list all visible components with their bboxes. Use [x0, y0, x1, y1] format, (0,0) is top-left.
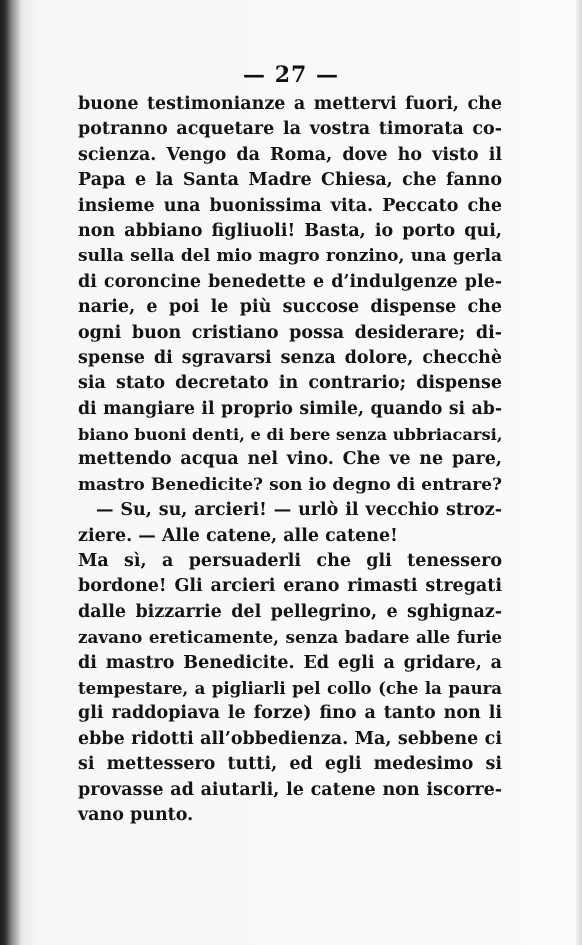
- text-line: gli raddopiava le forze) fino a tanto non li: [78, 703, 502, 724]
- text-line: Papa e la Santa Madre Chiesa, che fanno: [78, 170, 502, 191]
- text-line: biano buoni denti, e di bere senza ubbriacarsi,: [78, 425, 503, 445]
- text-line: insieme una buonissima vita. Peccato che: [78, 195, 502, 216]
- text-line: bordone! Gli arcieri erano rimasti stregati: [78, 576, 502, 597]
- text-line: di coroncine benedette e d’indulgenze ple-: [78, 271, 502, 292]
- body-text: [78, 92, 502, 828]
- text-line: dalle bizzarrie del pellegrino, e sghignaz-: [78, 601, 502, 622]
- text-line: mettendo acqua nel vino. Che ve ne pare,: [78, 449, 502, 470]
- text-line: spense di sgravarsi senza dolore, checchè: [78, 347, 502, 368]
- text-line: non abbiano figliuoli! Basta, io porto qui,: [78, 220, 502, 241]
- text-line: mastro Benedicite? son io degno di entrare?: [78, 474, 502, 495]
- text-line: ogni buon cristiano possa desiderare; di-: [78, 322, 502, 343]
- text-line: scienza. Vengo da Roma, dove ho visto il: [78, 144, 502, 165]
- text-line: potranno acquetare la vostra timorata co-: [78, 119, 502, 140]
- page-edge: [576, 0, 582, 945]
- text-line: provasse ad aiutarli, le catene non iscorre-: [78, 779, 502, 800]
- page-number: — 27 —: [243, 62, 339, 88]
- text-line: sulla sella del mio magro ronzino, una gerla: [78, 246, 502, 267]
- text-line: tempestare, a pigliarli pel collo (che la paura: [78, 678, 502, 698]
- text-line: zavano ereticamente, senza badare alle furie: [78, 627, 502, 648]
- text-line: — Su, su, arcieri! — urlò il vecchio stroz-: [96, 500, 502, 521]
- text-line: vano punto.: [78, 804, 194, 825]
- text-line: di mastro Benedicite. Ed egli a gridare, a: [78, 652, 502, 673]
- text-line: si mettessero tutti, ed egli medesimo si: [78, 754, 502, 775]
- text-line: narie, e poi le più succose dispense che: [78, 297, 502, 318]
- text-line: sia stato decretato in contrario; dispense: [78, 373, 502, 394]
- text-line: Ma sì, a persuaderli che gli tenessero: [78, 551, 502, 572]
- text-line: di mangiare il proprio simile, quando si ab-: [78, 398, 502, 419]
- text-line: ziere. — Alle catene, alle catene!: [78, 525, 398, 546]
- text-line: ebbe ridotti all’obbedienza. Ma, sebbene ci: [78, 728, 502, 749]
- text-line: buone testimonianze a mettervi fuori, che: [78, 94, 502, 114]
